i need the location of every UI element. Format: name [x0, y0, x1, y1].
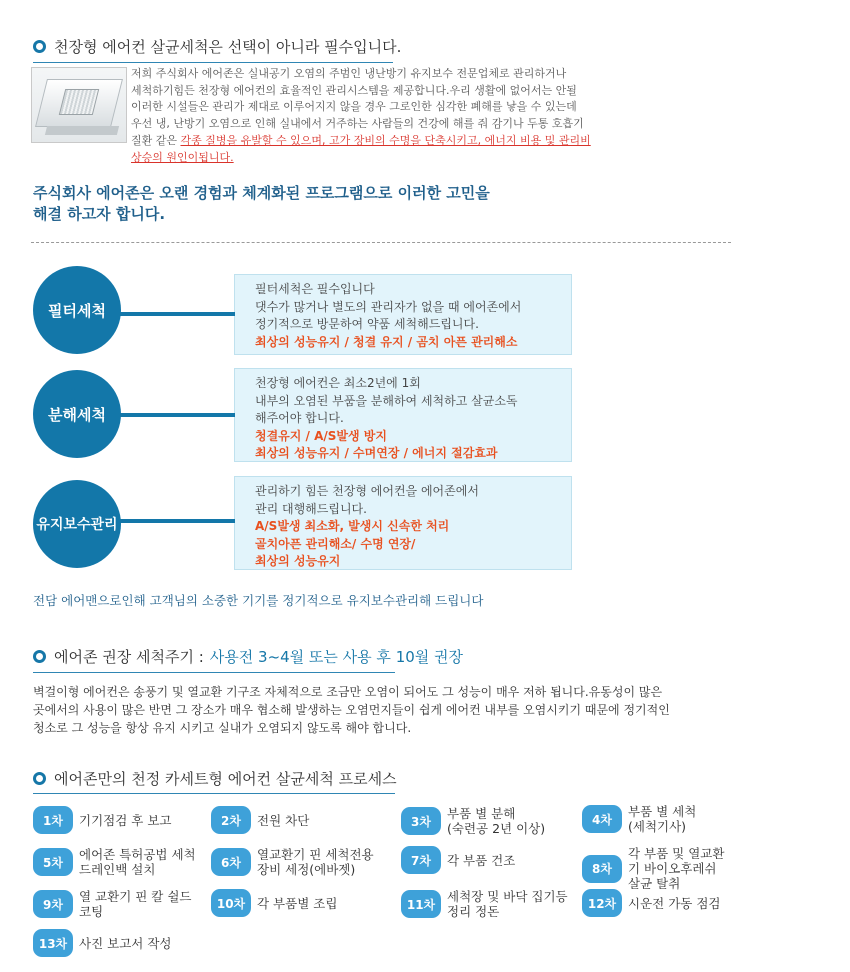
intro-line: 이러한 시설들은 관리가 제대로 이루어지지 않을 경우 그로인한 심각한 폐해를 낳을 수 있는데: [131, 100, 577, 114]
process-step-5: [33, 847, 196, 877]
intro-line: 세척하기힘든 천장형 에어컨의 효율적인 관리시스템을 제공합니다.우리 생활에 없어서는 안될: [131, 83, 577, 97]
service-info-maintenance: [234, 476, 572, 570]
service-circle-filter: 필터세척: [33, 266, 121, 354]
service-line: 관리 대행해드립니다.: [255, 501, 367, 516]
step-label: 시운전 가동 점검: [628, 895, 721, 911]
service-connector: [118, 312, 235, 316]
step-badge: 5차: [33, 848, 73, 876]
process-step-13: [33, 929, 171, 957]
service-circle-maintenance: 유지보수관리: [33, 480, 121, 568]
section-title-text: 천장형 에어컨 살균세척은 선택이 아니라 필수입니다.: [54, 38, 402, 56]
step-badge: 13차: [33, 929, 73, 957]
service-connector: [118, 519, 235, 523]
title-underline: [33, 672, 395, 673]
step-badge: 4차: [582, 805, 622, 833]
service-line: 댓수가 많거나 별도의 관리자가 없을 때 에어존에서: [255, 299, 522, 314]
service-highlight: 최상의 성능유지 / 수며연장 / 에너지 절감효과: [255, 446, 498, 461]
intro-line-prefix: 질환 같은: [131, 133, 181, 147]
step-badge: 8차: [582, 855, 622, 883]
intro-line: 저희 주식회사 에어존은 실내공기 오염의 주범인 냉난방기 유지보수 전문업체로 관리하거나: [131, 67, 567, 80]
step-badge: 2차: [211, 806, 251, 834]
service-line: 정기적으로 방문하여 약품 세척해드립니다.: [255, 317, 479, 332]
section-title-emphasis: 사용전 3~4월 또는 사용 후 10월 권장: [209, 648, 464, 666]
headline: [33, 183, 553, 225]
service-line: 천장형 에어컨은 최소2년에 1회: [255, 376, 421, 390]
process-step-6: [211, 847, 374, 877]
step-label: 부품 별 분해 (숙련공 2년 이상): [447, 806, 546, 836]
dotted-divider: [31, 242, 731, 243]
process-step-11: [401, 889, 568, 919]
aircon-base-shape: [45, 126, 119, 135]
section-title-text: 에어존 권장 세척주기 :: [54, 648, 204, 666]
service-line: 내부의 오염된 부품을 분해하여 세척하고 살균소독: [255, 393, 518, 408]
step-badge: 11차: [401, 890, 441, 918]
service-highlight: A/S발생 최소화, 발생시 신속한 처리: [255, 519, 450, 534]
step-badge: 3차: [401, 807, 441, 835]
process-step-8: [582, 846, 724, 891]
circle-bullet-icon: [33, 650, 46, 663]
title-underline: [33, 62, 393, 63]
headline-line: 해결 하고자 합니다.: [33, 205, 166, 223]
circle-bullet-icon: [33, 772, 46, 785]
process-step-1: [33, 806, 171, 834]
process-step-10: [211, 889, 337, 917]
service-info-disassembly: [234, 368, 572, 462]
services-note: 전담 에어맨으로인해 고객님의 소중한 기기를 정기적으로 유지보수관리해 드립니다: [33, 593, 484, 608]
section-title-process: [33, 768, 397, 789]
process-step-4: [582, 804, 696, 834]
service-circle-disassembly: 분해세척: [33, 370, 121, 458]
cleaning-cycle-paragraph: [33, 683, 773, 737]
service-highlight: 골치아픈 관리해소/ 수명 연장/: [255, 536, 416, 551]
service-highlight: 청결유지 / A/S발생 방지: [255, 428, 387, 443]
service-line: 해주어야 합니다.: [255, 411, 344, 426]
service-connector: [118, 413, 235, 417]
step-label: 부품 별 세척 (세척기사): [628, 804, 697, 834]
para-line: 벽걸이형 에어컨은 송풍기 및 열교환 기구조 자체적으로 조금만 오염이 되어도 그 성능이 매우 저하 됩니다.유동성이 많은: [33, 685, 663, 699]
process-step-9: [33, 889, 192, 919]
step-badge: 6차: [211, 848, 251, 876]
aircon-grille-shape: [59, 89, 99, 115]
service-line: 필터세척은 필수입니다: [255, 282, 375, 296]
service-highlight: 최상의 성능유지 / 청결 유지 / 곰치 아픈 관리해소: [255, 334, 518, 349]
step-label: 사진 보고서 작성: [79, 935, 172, 951]
step-badge: 7차: [401, 846, 441, 874]
step-badge: 10차: [211, 889, 251, 917]
step-label: 에어존 특허공법 세척 드레인백 설치: [79, 847, 196, 877]
step-label: 각 부품별 조립: [257, 895, 338, 911]
ceiling-aircon-image: [31, 67, 127, 143]
step-label: 각 부품 건조: [447, 852, 516, 868]
title-underline: [33, 793, 395, 794]
intro-line: 우선 냉, 난방기 오염으로 인해 실내에서 거주하는 사람들의 건강에 해를 줘 감기나 두통 호흡기: [131, 117, 584, 131]
service-info-filter: [234, 274, 572, 355]
step-badge: 12차: [582, 889, 622, 917]
step-label: 세척장 및 바닥 집기등 정리 정돈: [447, 889, 568, 919]
section-title-cleaning-cycle: [33, 646, 463, 667]
section-title-sterilization: [33, 36, 401, 57]
process-step-7: [401, 846, 515, 874]
step-badge: 1차: [33, 806, 73, 834]
intro-warning-text: 각종 질병을 유발할 수 있으며, 고가 장비의 수명을 단축시키고, 에너지 비용 및 관리비: [180, 133, 591, 147]
intro-line: [131, 133, 611, 150]
step-label: 각 부품 및 열교환 기 바이오후레쉬 살균 탈취: [628, 846, 725, 891]
step-badge: 9차: [33, 890, 73, 918]
process-step-12: [582, 889, 720, 917]
step-label: 전원 차단: [257, 812, 310, 828]
intro-text: [131, 66, 611, 166]
service-line: 관리하기 힘든 천장형 에어컨을 에어존에서: [255, 484, 479, 498]
para-line: 청소로 그 성능을 항상 유지 시키고 실내가 오염되지 않도록 해야 합니다.: [33, 721, 412, 735]
process-step-2: [211, 806, 309, 834]
service-highlight: 최상의 성능유지: [255, 554, 341, 569]
headline-line: 주식회사 에어존은 오랜 경험과 체계화된 프로그램으로 이러한 고민을: [33, 184, 490, 202]
step-label: 열교환기 핀 세척전용 장비 세정(에바젯): [257, 847, 374, 877]
section-title-text: 에어존만의 천정 카세트형 에어컨 살균세척 프로세스: [54, 770, 397, 788]
intro-warning-text: 상승의 원인이됩니다.: [131, 150, 234, 164]
process-step-3: [401, 806, 545, 836]
step-label: 열 교환기 핀 칼 쉴드 코팅: [79, 889, 192, 919]
para-line: 곳에서의 사용이 많은 반면 그 장소가 매우 협소해 발생하는 오염먼지들이 쉽게 에어컨 내부를 오염시키기 때문에 정기적인: [33, 703, 670, 717]
step-label: 기기점검 후 보고: [79, 812, 172, 828]
circle-bullet-icon: [33, 40, 46, 53]
intro-line: [131, 150, 611, 167]
